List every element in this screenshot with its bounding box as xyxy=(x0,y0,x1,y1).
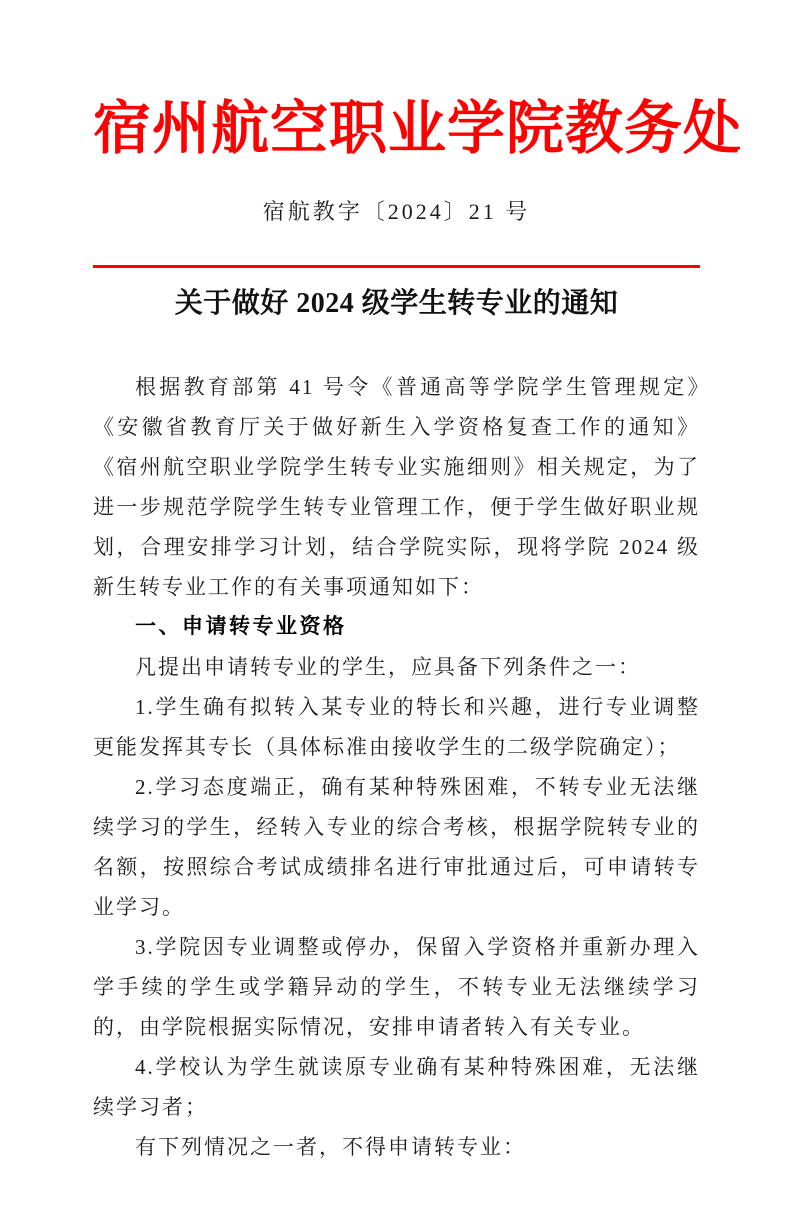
body-paragraph: 1.学生确有拟转入某专业的特长和兴趣，进行专业调整更能发挥其专长（具体标准由接收学生的二级学院确定）； xyxy=(93,695,700,760)
body-paragraph: 凡提出申请转专业的学生，应具备下列条件之一： xyxy=(135,655,641,680)
letterhead-org-title: 宿州航空职业学院教务处 xyxy=(93,96,743,161)
body-paragraph: 有下列情况之一者，不得申请转专业： xyxy=(135,1135,526,1160)
letterhead-divider-rule xyxy=(93,265,700,268)
notice-title: 关于做好 2024 级学生转专业的通知 xyxy=(174,288,619,320)
body-paragraph: 4.学校认为学生就读原专业确有某种特殊困难，无法继续学习者； xyxy=(93,1055,700,1120)
notice-body xyxy=(93,367,723,1167)
body-paragraph: 根据教育部第 41 号令《普通高等学院学生管理规定》 《安徽省教育厅关于做好新生入学资格复查工作的通知》《宿州航空职业学院学生转专业实施细则》相关规定，为了进一步规范学院学生转专业管理工作，便于学生做好职业规划，合理安排学习计划，结合学院实际，现将学院 2024 级新生转专业工作的有关事项通知如下： xyxy=(93,375,723,600)
body-paragraph: 2.学习态度端正，确有某种特殊困难，不转专业无法继续学习的学生，经转入专业的综合考核，根据学院转专业的名额，按照综合考试成绩排名进行审批通过后，可申请转专业学习。 xyxy=(93,775,700,920)
section-heading: 一、申请转专业资格 xyxy=(135,615,347,639)
body-paragraph: 3.学院因专业调整或停办，保留入学资格并重新办理入学手续的学生或学籍异动的学生，不转专业无法继续学习的，由学院根据实际情况，安排申请者转入有关专业。 xyxy=(93,935,700,1040)
document-number: 宿航教字〔2024〕21 号 xyxy=(262,198,531,224)
